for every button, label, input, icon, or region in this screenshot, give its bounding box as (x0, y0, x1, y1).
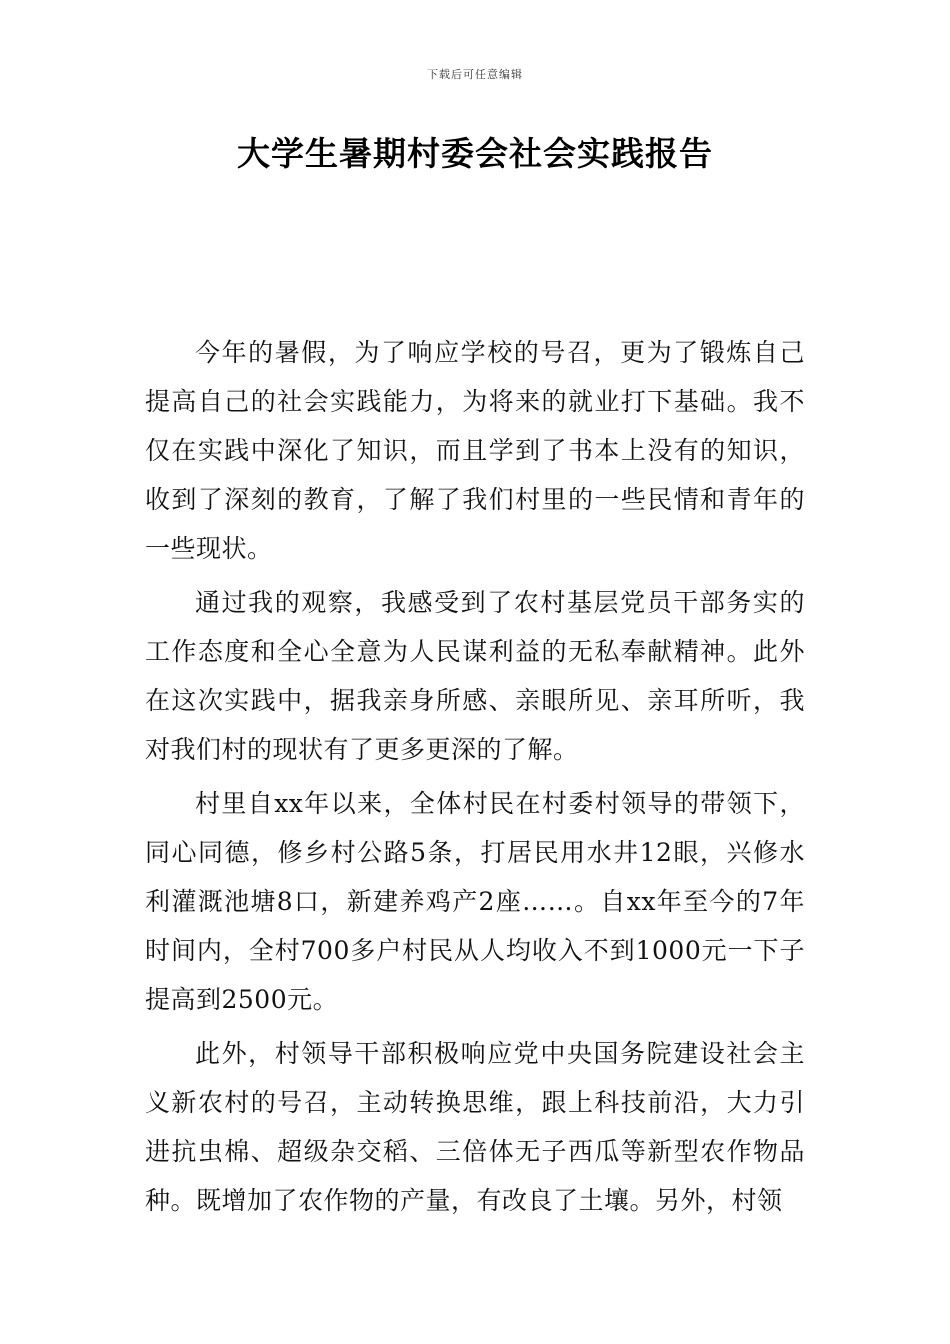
document-body (145, 328, 805, 1225)
paragraph: 此外，村领导干部积极响应党中央国务院建设社会主义新农村的号召，主动转换思维，跟上科技前沿，大力引进抗虫棉、超级杂交稻、三倍体无子西瓜等新型农作物品种。既增加了农作物的产量，有改良了土壤。另外，村领 (145, 1039, 805, 1215)
paragraph: 今年的暑假，为了响应学校的号召，更为了锻炼自己提高自己的社会实践能力，为将来的就业打下基础。我不仅在实践中深化了知识，而且学到了书本上没有的知识，收到了深刻的教育，了解了我们村里的一些民情和青年的一些现状。 (145, 338, 805, 563)
document-title: 大学生暑期村委会社会实践报告 (237, 134, 713, 173)
paragraph: 村里自xx年以来，全体村民在村委村领导的带领下，同心同德，修乡村公路5条，打居民用水井12眼，兴修水利灌溉池塘8口，新建养鸡产2座……。自xx年至今的7年时间内，全村700多户村民从人均收入不到1000元一下子提高到2500元。 (145, 789, 805, 1014)
header-note: 下载后可任意编辑 (427, 68, 523, 81)
paragraph: 通过我的观察，我感受到了农村基层党员干部务实的工作态度和全心全意为人民谋利益的无私奉献精神。此外在这次实践中，据我亲身所感、亲眼所见、亲耳所听，我对我们村的现状有了更多更深的了解。 (145, 588, 805, 764)
